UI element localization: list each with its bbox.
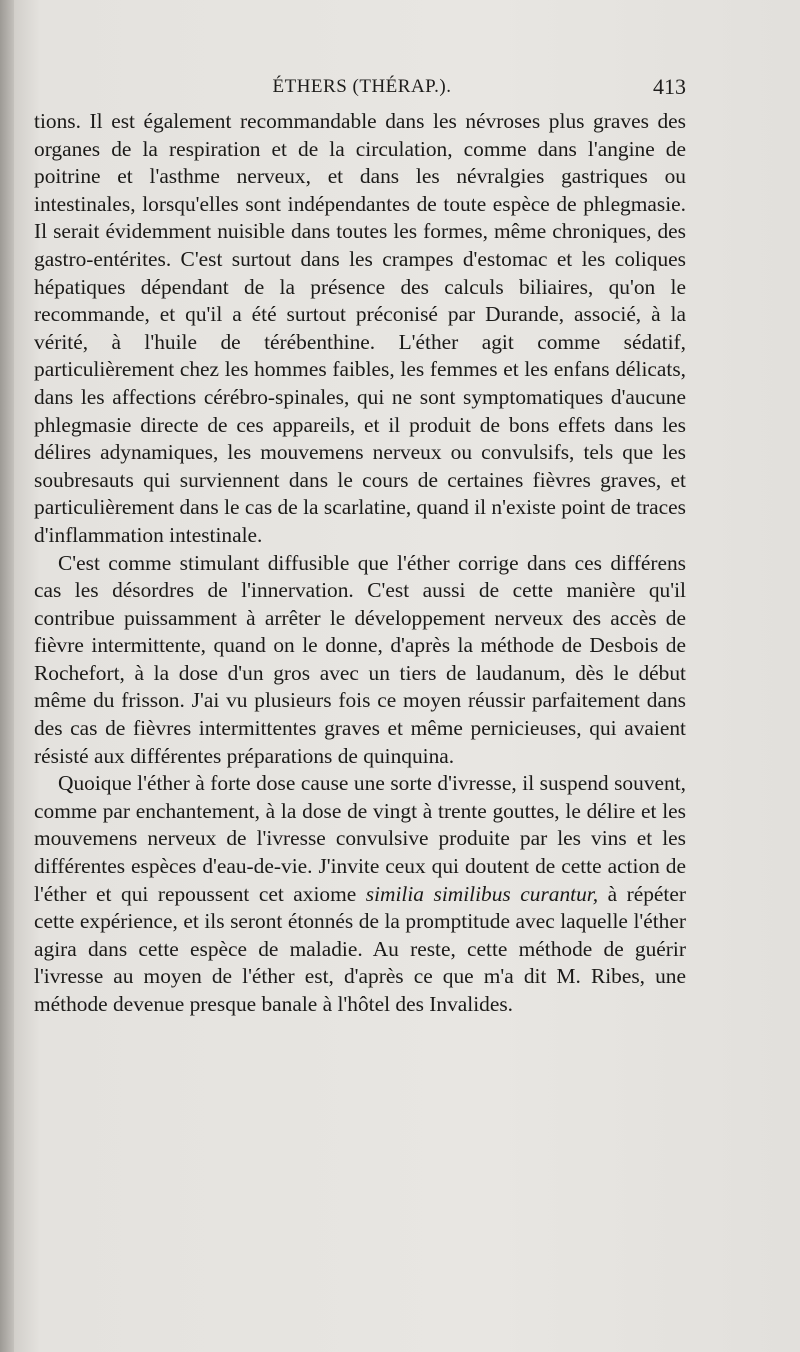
body-text: [34, 108, 686, 1019]
paragraph-1: tions. Il est également recommandable dans les névroses plus graves des organes de la respiration et de la circulation, comme dans l'angine de poitrine et l'asthme nerveux, et dans les névralgies gastriques ou intestinales, lorsqu'elles sont indépendantes de toute espèce de phlegmasie. Il serait évidemment nuisible dans toutes les formes, même chroniques, des gastro-entérites. C'est surtout dans les crampes d'estomac et les coliques hépatiques dépendant de la présence des calculs biliaires, qu'on le recommande, et qu'il a été surtout préconisé par Durande, associé, à la vérité, à l'huile de térébenthine. L'éther agit comme sédatif, particulièrement chez les hommes faibles, les femmes et les enfans délicats, dans les affections cérébro-spinales, qui ne sont symptomatiques d'aucune phlegmasie directe de ces appareils, et il produit de bons effets dans les délires adynamiques, les mouvemens nerveux ou convulsifs, tels que les soubresauts qui surviennent dans le cours de certaines fièvres graves, et particulièrement dans le cas de la scarlatine, quand il n'existe point de traces d'inflammation intestinale.: [34, 109, 686, 547]
paragraph-3: [34, 770, 686, 1018]
page-number: 413: [653, 74, 686, 99]
latin-axiom: similia similibus curantur,: [365, 881, 599, 906]
paragraph-3-text-before: Quoique l'éther à forte dose cause une sorte d'ivresse, il suspend souvent, comme par enchantement, à la dose de vingt à trente gouttes, le délire et les mouvemens nerveux de l'ivresse convulsive produite par les vins et les différentes espèces d'eau-de-vie. J'invite ceux qui doutent de cette action de l'éther et qui repoussent cet axiome: [34, 771, 686, 906]
running-title: ÉTHERS (THÉRAP.).: [272, 76, 452, 97]
page-gutter-shadow: [0, 0, 14, 1352]
page-header: [38, 72, 686, 108]
paragraph-2: C'est comme stimulant diffusible que l'éther corrige dans ces différens cas les désordres de l'innervation. C'est aussi de cette manière qu'il contribue puissamment à arrêter le développement nerveux des accès de fièvre intermittente, quand on le donne, d'après la méthode de Desbois de Rochefort, à la dose d'un gros avec un tiers de laudanum, dès le début même du frisson. J'ai vu plusieurs fois ce moyen réussir parfaitement dans des cas de fièvres intermittentes graves et même pernicieuses, qui avaient résisté aux différentes préparations de quinquina.: [34, 550, 686, 768]
paragraph-3-text-after: à répéter cette expérience, et ils seront étonnés de la promptitude avec laquelle l'éther agira dans cette espèce de maladie. Au reste, cette méthode de guérir l'ivresse au moyen de l'éther est, d'après ce que m'a dit M. Ribes, une méthode devenue presque banale à l'hôtel des Invalides.: [34, 881, 686, 1016]
